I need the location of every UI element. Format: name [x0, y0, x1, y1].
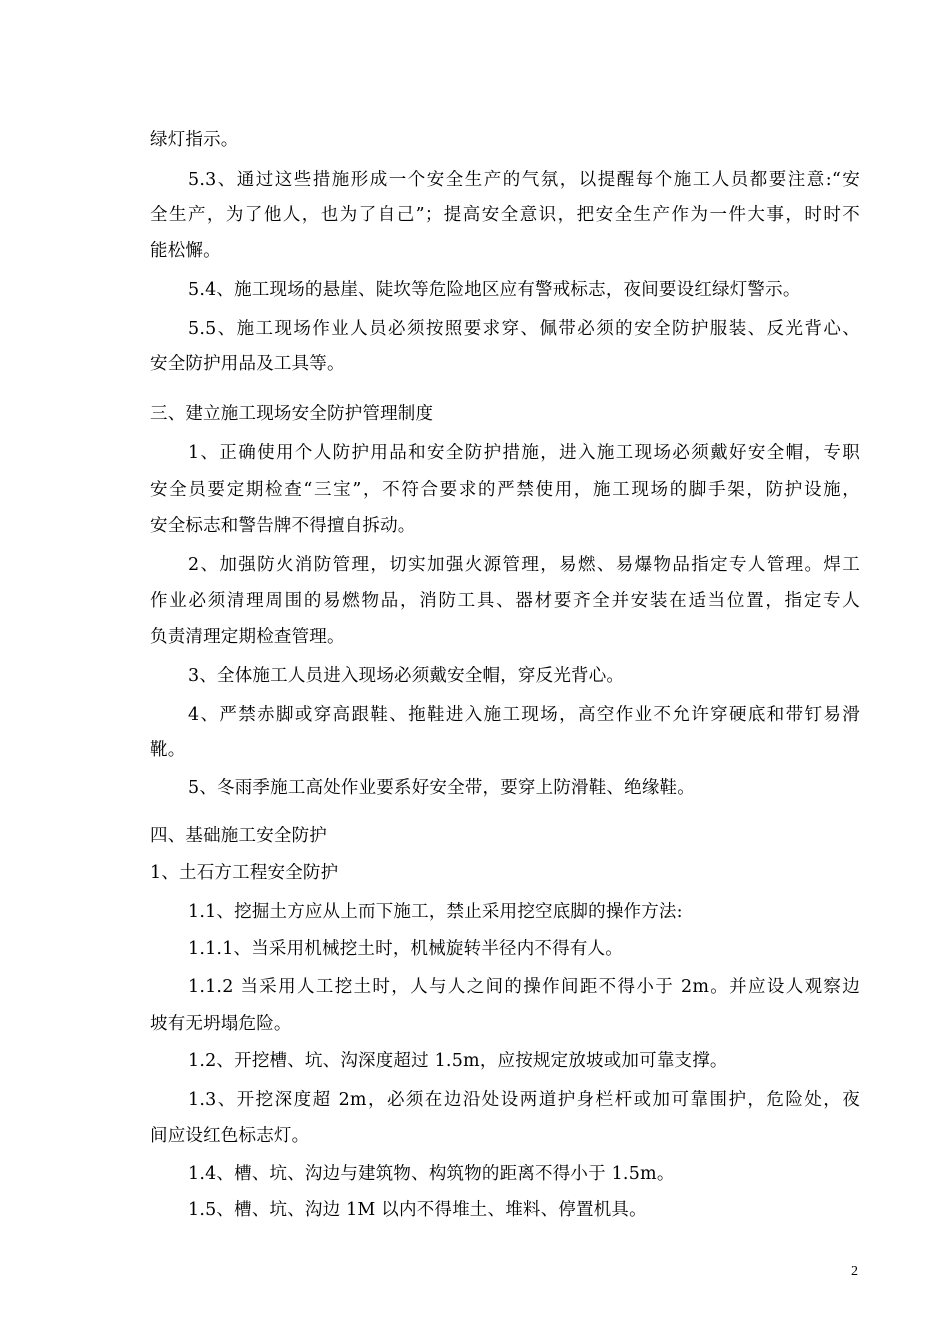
- text-line: 靴。: [150, 740, 186, 760]
- text-line: 安全防护用品及工具等。: [150, 354, 345, 374]
- text-line: 5.4、施工现场的悬崖、陡坎等危险地区应有警戒标志，夜间要设红绿灯警示。: [188, 280, 801, 300]
- text-line: 间应设红色标志灯。: [150, 1126, 310, 1146]
- text-line: 3、全体施工人员进入现场必须戴安全帽，穿反光背心。: [188, 666, 625, 686]
- text-line: 安全员要定期检查“三宝”，不符合要求的严禁使用，施工现场的脚手架，防护设施，: [150, 480, 860, 500]
- text-line: 1.4、槽、坑、沟边与建筑物、构筑物的距离不得小于 1.5m。: [188, 1164, 675, 1184]
- text-line: 5.3、通过这些措施形成一个安全生产的气氛，以提醒每个施工人员都要注意:“安: [188, 170, 860, 190]
- page-number: 2: [851, 1264, 858, 1279]
- text-line: 负责清理定期检查管理。: [150, 627, 345, 647]
- text-line: 1.2、开挖槽、坑、沟深度超过 1.5m，应按规定放坡或加可靠支撑。: [188, 1051, 728, 1071]
- text-line: 2、加强防火消防管理，切实加强火源管理，易燃、易爆物品指定专人管理。焊工: [188, 555, 860, 575]
- text-line: 1.1.1、当采用机械挖土时，机械旋转半径内不得有人。: [188, 939, 623, 959]
- text-line: 1.1、挖掘土方应从上而下施工，禁止采用挖空底脚的操作方法:: [188, 902, 683, 922]
- text-line: 1.1.2 当采用人工挖土时，人与人之间的操作间距不得小于 2m。并应设人观察边: [188, 977, 860, 997]
- text-line: 5、冬雨季施工高处作业要系好安全带，要穿上防滑鞋、绝缘鞋。: [188, 778, 695, 798]
- text-line: 绿灯指示。: [150, 130, 239, 150]
- text-line: 坡有无坍塌危险。: [150, 1014, 292, 1034]
- subsection-heading: 1、土石方工程安全防护: [150, 863, 339, 883]
- text-line: 1.3、开挖深度超 2m，必须在边沿处设两道护身栏杆或加可靠围护，危险处，夜: [188, 1090, 860, 1110]
- text-line: 安全标志和警告牌不得擅自拆动。: [150, 516, 416, 536]
- text-line: 全生产，为了他人，也为了自己”；提高安全意识，把安全生产作为一件大事，时时不: [150, 205, 860, 225]
- text-line: 作业必须清理周围的易燃物品，消防工具、器材要齐全并安装在适当位置，指定专人: [150, 591, 860, 611]
- text-line: 1.5、槽、坑、沟边 1M 以内不得堆土、堆料、停置机具。: [188, 1200, 647, 1220]
- text-line: 4、严禁赤脚或穿高跟鞋、拖鞋进入施工现场，高空作业不允许穿硬底和带钉易滑: [188, 705, 860, 725]
- text-line: 5.5、施工现场作业人员必须按照要求穿、佩带必须的安全防护服装、反光背心、: [188, 319, 860, 339]
- section-heading: 三、建立施工现场安全防护管理制度: [150, 404, 434, 424]
- text-line: 能松懈。: [150, 241, 221, 261]
- section-heading: 四、基础施工安全防护: [150, 826, 327, 846]
- text-line: 1、正确使用个人防护用品和安全防护措施，进入施工现场必须戴好安全帽，专职: [188, 443, 860, 463]
